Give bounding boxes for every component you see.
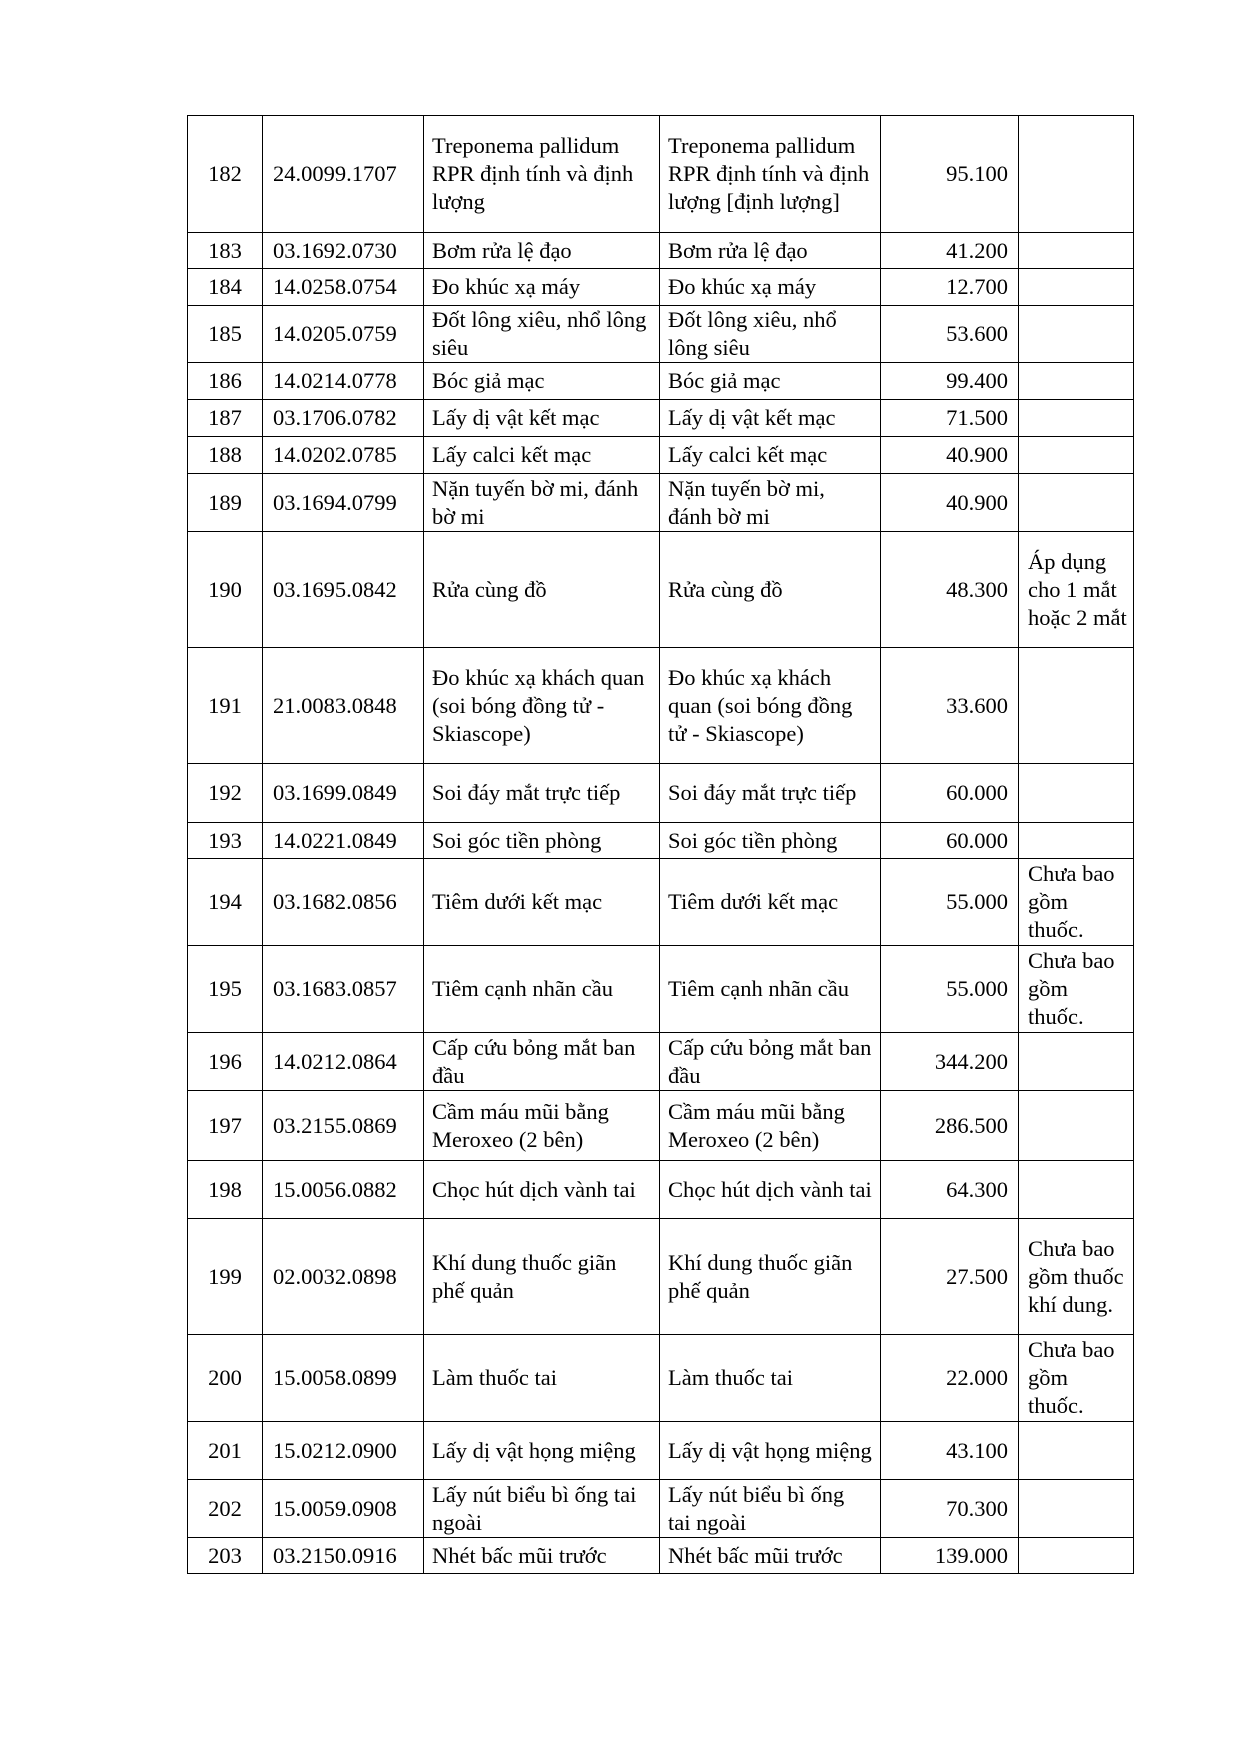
service-name: Chọc hút dịch vành tai [424, 1161, 660, 1219]
table-row [188, 1161, 1134, 1219]
service-name: Đốt lông xiêu, nhổ lông siêu [424, 306, 660, 363]
row-number: 188 [188, 437, 263, 474]
service-name-detail: Rửa cùng đồ [660, 532, 881, 648]
service-name: Nặn tuyến bờ mi, đánh bờ mi [424, 474, 660, 532]
row-number: 193 [188, 823, 263, 859]
table-row [188, 400, 1134, 437]
note [1019, 1422, 1134, 1480]
price: 70.300 [881, 1480, 1019, 1538]
service-code: 03.1683.0857 [263, 946, 424, 1033]
service-name: Treponema pallidum RPR định tính và định lượng [424, 116, 660, 233]
price: 41.200 [881, 233, 1019, 269]
price-table [187, 115, 1134, 1574]
service-name: Lấy dị vật kết mạc [424, 400, 660, 437]
service-code: 14.0221.0849 [263, 823, 424, 859]
row-number: 187 [188, 400, 263, 437]
price: 27.500 [881, 1219, 1019, 1335]
service-name: Bóc giả mạc [424, 363, 660, 400]
service-name: Cầm máu mũi bằng Meroxeo (2 bên) [424, 1091, 660, 1161]
service-name-detail: Khí dung thuốc giãn phế quản [660, 1219, 881, 1335]
service-name-detail: Cầm máu mũi bằng Meroxeo (2 bên) [660, 1091, 881, 1161]
row-number: 203 [188, 1538, 263, 1574]
note [1019, 116, 1134, 233]
service-code: 03.1699.0849 [263, 764, 424, 823]
note [1019, 363, 1134, 400]
service-name: Đo khúc xạ máy [424, 269, 660, 306]
service-code: 21.0083.0848 [263, 648, 424, 764]
price: 40.900 [881, 437, 1019, 474]
table-row [188, 532, 1134, 648]
service-name-detail: Soi góc tiền phòng [660, 823, 881, 859]
table-row [188, 437, 1134, 474]
service-code: 03.2155.0869 [263, 1091, 424, 1161]
service-code: 03.1694.0799 [263, 474, 424, 532]
table-row [188, 269, 1134, 306]
service-code: 15.0212.0900 [263, 1422, 424, 1480]
service-name: Cấp cứu bỏng mắt ban đầu [424, 1033, 660, 1091]
note: Chưa bao gồm thuốc khí dung. [1019, 1219, 1134, 1335]
row-number: 185 [188, 306, 263, 363]
price: 22.000 [881, 1335, 1019, 1422]
service-code: 14.0205.0759 [263, 306, 424, 363]
price: 64.300 [881, 1161, 1019, 1219]
service-code: 24.0099.1707 [263, 116, 424, 233]
note [1019, 233, 1134, 269]
price: 60.000 [881, 823, 1019, 859]
service-name: Làm thuốc tai [424, 1335, 660, 1422]
service-name: Lấy nút biểu bì ống tai ngoài [424, 1480, 660, 1538]
price: 344.200 [881, 1033, 1019, 1091]
row-number: 196 [188, 1033, 263, 1091]
service-name-detail: Bơm rửa lệ đạo [660, 233, 881, 269]
row-number: 194 [188, 859, 263, 946]
price: 139.000 [881, 1538, 1019, 1574]
service-name-detail: Lấy calci kết mạc [660, 437, 881, 474]
service-name-detail: Lấy dị vật họng miệng [660, 1422, 881, 1480]
service-code: 14.0212.0864 [263, 1033, 424, 1091]
service-name: Đo khúc xạ khách quan (soi bóng đồng tử - Skiascope) [424, 648, 660, 764]
price: 286.500 [881, 1091, 1019, 1161]
service-name: Rửa cùng đồ [424, 532, 660, 648]
service-name: Khí dung thuốc giãn phế quản [424, 1219, 660, 1335]
price: 43.100 [881, 1422, 1019, 1480]
row-number: 202 [188, 1480, 263, 1538]
note: Áp dụng cho 1 mắt hoặc 2 mắt [1019, 532, 1134, 648]
note [1019, 1033, 1134, 1091]
service-code: 03.1682.0856 [263, 859, 424, 946]
note [1019, 474, 1134, 532]
row-number: 184 [188, 269, 263, 306]
price: 48.300 [881, 532, 1019, 648]
service-name-detail: Bóc giả mạc [660, 363, 881, 400]
service-code: 03.1706.0782 [263, 400, 424, 437]
service-name-detail: Lấy nút biểu bì ống tai ngoài [660, 1480, 881, 1538]
service-name-detail: Tiêm cạnh nhãn cầu [660, 946, 881, 1033]
table-row [188, 474, 1134, 532]
service-name: Lấy calci kết mạc [424, 437, 660, 474]
table-row [188, 823, 1134, 859]
service-code: 03.2150.0916 [263, 1538, 424, 1574]
service-name-detail: Soi đáy mắt trực tiếp [660, 764, 881, 823]
table-row [188, 859, 1134, 946]
note [1019, 400, 1134, 437]
service-name: Soi đáy mắt trực tiếp [424, 764, 660, 823]
service-name-detail: Đo khúc xạ khách quan (soi bóng đồng tử - Skiascope) [660, 648, 881, 764]
service-name: Tiêm cạnh nhãn cầu [424, 946, 660, 1033]
table-row [188, 1538, 1134, 1574]
service-name-detail: Làm thuốc tai [660, 1335, 881, 1422]
service-code: 02.0032.0898 [263, 1219, 424, 1335]
row-number: 199 [188, 1219, 263, 1335]
table-row [188, 946, 1134, 1033]
row-number: 195 [188, 946, 263, 1033]
service-name: Tiêm dưới kết mạc [424, 859, 660, 946]
table-row [188, 764, 1134, 823]
row-number: 198 [188, 1161, 263, 1219]
price: 99.400 [881, 363, 1019, 400]
price: 71.500 [881, 400, 1019, 437]
price: 40.900 [881, 474, 1019, 532]
table-row [188, 1091, 1134, 1161]
note [1019, 1538, 1134, 1574]
service-name: Bơm rửa lệ đạo [424, 233, 660, 269]
row-number: 200 [188, 1335, 263, 1422]
service-name-detail: Nhét bấc mũi trước [660, 1538, 881, 1574]
note [1019, 1161, 1134, 1219]
service-code: 14.0214.0778 [263, 363, 424, 400]
row-number: 197 [188, 1091, 263, 1161]
service-name-detail: Chọc hút dịch vành tai [660, 1161, 881, 1219]
row-number: 201 [188, 1422, 263, 1480]
note [1019, 1091, 1134, 1161]
row-number: 186 [188, 363, 263, 400]
service-code: 14.0258.0754 [263, 269, 424, 306]
note [1019, 269, 1134, 306]
row-number: 183 [188, 233, 263, 269]
table-body [188, 116, 1134, 1574]
service-code: 15.0059.0908 [263, 1480, 424, 1538]
service-name: Soi góc tiền phòng [424, 823, 660, 859]
price: 12.700 [881, 269, 1019, 306]
price: 60.000 [881, 764, 1019, 823]
table-row [188, 116, 1134, 233]
row-number: 191 [188, 648, 263, 764]
row-number: 189 [188, 474, 263, 532]
row-number: 190 [188, 532, 263, 648]
row-number: 192 [188, 764, 263, 823]
table-row [188, 1422, 1134, 1480]
note [1019, 437, 1134, 474]
service-name-detail: Tiêm dưới kết mạc [660, 859, 881, 946]
service-code: 03.1695.0842 [263, 532, 424, 648]
table-row [188, 1480, 1134, 1538]
service-name-detail: Nặn tuyến bờ mi, đánh bờ mi [660, 474, 881, 532]
service-name-detail: Đốt lông xiêu, nhổ lông siêu [660, 306, 881, 363]
price: 33.600 [881, 648, 1019, 764]
service-code: 14.0202.0785 [263, 437, 424, 474]
price: 55.000 [881, 946, 1019, 1033]
table-row [188, 233, 1134, 269]
note [1019, 306, 1134, 363]
service-code: 15.0058.0899 [263, 1335, 424, 1422]
note [1019, 823, 1134, 859]
price: 55.000 [881, 859, 1019, 946]
row-number: 182 [188, 116, 263, 233]
service-code: 15.0056.0882 [263, 1161, 424, 1219]
service-code: 03.1692.0730 [263, 233, 424, 269]
note: Chưa bao gồm thuốc. [1019, 859, 1134, 946]
table-row [188, 1335, 1134, 1422]
table-row [188, 306, 1134, 363]
service-name-detail: Cấp cứu bỏng mắt ban đầu [660, 1033, 881, 1091]
price: 95.100 [881, 116, 1019, 233]
note [1019, 1480, 1134, 1538]
service-name-detail: Lấy dị vật kết mạc [660, 400, 881, 437]
note [1019, 648, 1134, 764]
table-row [188, 1033, 1134, 1091]
note [1019, 764, 1134, 823]
note: Chưa bao gồm thuốc. [1019, 1335, 1134, 1422]
service-name-detail: Đo khúc xạ máy [660, 269, 881, 306]
service-name: Nhét bấc mũi trước [424, 1538, 660, 1574]
service-name: Lấy dị vật họng miệng [424, 1422, 660, 1480]
service-name-detail: Treponema pallidum RPR định tính và định lượng [định lượng] [660, 116, 881, 233]
price: 53.600 [881, 306, 1019, 363]
table-row [188, 648, 1134, 764]
table-row [188, 1219, 1134, 1335]
table-row [188, 363, 1134, 400]
note: Chưa bao gồm thuốc. [1019, 946, 1134, 1033]
